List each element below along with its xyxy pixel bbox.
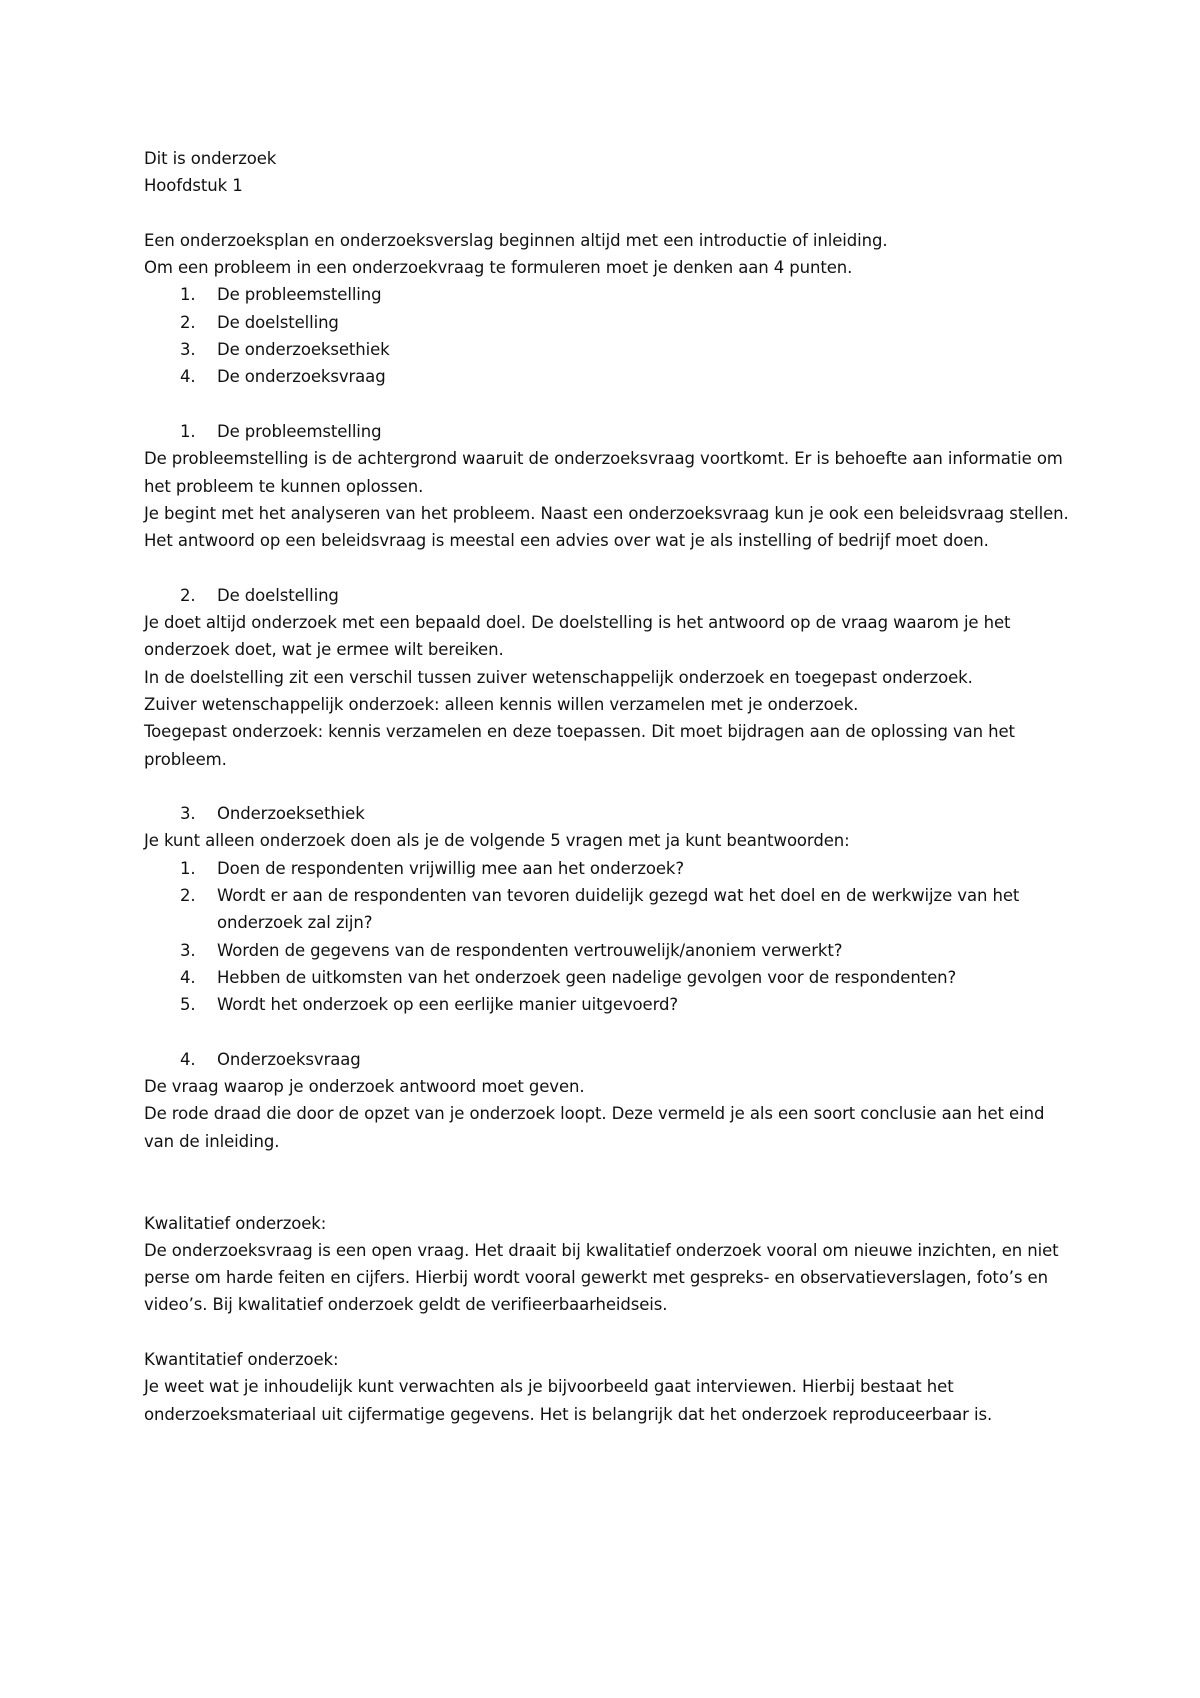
list-item <box>144 937 1074 964</box>
spacer <box>144 554 1074 581</box>
list-number: 4. <box>180 967 196 987</box>
paragraph: De probleemstelling is de achtergrond waaruit de onderzoeksvraag voortkomt. Er is behoefte aan informatie om het probleem te kunnen oplossen. <box>144 449 1063 496</box>
document-title: Dit is onderzoek <box>144 149 277 168</box>
list-number: 3. <box>180 940 196 960</box>
section-number: 2. <box>180 585 196 605</box>
section-title: De probleemstelling <box>217 421 382 441</box>
list-number: 4. <box>180 367 196 387</box>
intro-line: Een onderzoeksplan en onderzoeksverslag beginnen altijd met een introductie of inleiding. <box>144 230 888 250</box>
spacer <box>144 773 1074 800</box>
paragraph: Toegepast onderzoek: kennis verzamelen en deze toepassen. Dit moet bijdragen aan de oplossing van het probleem. <box>144 722 1015 769</box>
list-number: 5. <box>180 995 196 1015</box>
intro-line: Om een probleem in een onderzoekvraag te formuleren moet je denken aan 4 punten. <box>144 258 853 278</box>
spacer <box>144 391 1074 418</box>
list-item <box>144 363 1074 390</box>
section-number: 3. <box>180 804 196 824</box>
points-list <box>144 281 1074 390</box>
kwantitatief-heading: Kwantitatief onderzoek: <box>144 1350 339 1370</box>
list-item <box>144 309 1074 336</box>
list-item-text: De onderzoeksvraag <box>217 367 386 387</box>
list-item-text: Worden de gegevens van de respondenten vertrouwelijk/anoniem verwerkt? <box>217 940 843 960</box>
list-item <box>144 991 1074 1018</box>
list-item-text: Wordt er aan de respondenten van tevoren duidelijk gezegd wat het doel en de werkwijze van het onderzoek zal zijn? <box>217 886 1020 933</box>
chapter-heading: Hoofdstuk 1 <box>144 176 243 196</box>
paragraph: De vraag waarop je onderzoek antwoord moet geven. <box>144 1077 585 1097</box>
list-item-text: Doen de respondenten vrijwillig mee aan het onderzoek? <box>217 858 685 878</box>
kwalitatief-heading: Kwalitatief onderzoek: <box>144 1213 327 1233</box>
spacer <box>144 200 1074 227</box>
list-number: 1. <box>180 285 196 305</box>
list-item-text: Wordt het onderzoek op een eerlijke manier uitgevoerd? <box>217 995 679 1015</box>
list-number: 2. <box>180 312 196 332</box>
section-heading <box>144 582 1074 609</box>
list-item <box>144 281 1074 308</box>
list-item <box>144 964 1074 991</box>
list-item <box>144 336 1074 363</box>
list-number: 3. <box>180 340 196 360</box>
section-heading <box>144 800 1074 827</box>
section-heading <box>144 1046 1074 1073</box>
spacer <box>144 1019 1074 1046</box>
list-item-text: De onderzoeksethiek <box>217 340 390 360</box>
list-item-text: De probleemstelling <box>217 285 382 305</box>
list-number: 2. <box>180 886 196 906</box>
paragraph: De rode draad die door de opzet van je onderzoek loopt. Deze vermeld je als een soort conclusie aan het eind van de inleiding. <box>144 1104 1045 1151</box>
paragraph: Je begint met het analyseren van het probleem. Naast een onderzoeksvraag kun je ook een beleidsvraag stellen. Het antwoord op een beleidsvraag is meestal een advies over wat je als instelling of bedrijf moet doen. <box>144 503 1069 551</box>
spacer <box>144 1319 1074 1346</box>
paragraph: In de doelstelling zit een verschil tussen zuiver wetenschappelijk onderzoek en toegepast onderzoek. <box>144 667 973 687</box>
paragraph: Je weet wat je inhoudelijk kunt verwachten als je bijvoorbeeld gaat interviewen. Hierbij bestaat het onderzoeksmateriaal uit cijfermatige gegevens. Het is belangrijk dat het onderzoek reproduceerbaar is. <box>144 1377 993 1424</box>
document-body <box>144 145 1074 1428</box>
list-item-text: De doelstelling <box>217 312 339 332</box>
list-number: 1. <box>180 858 196 878</box>
section-heading <box>144 418 1074 445</box>
paragraph: Zuiver wetenschappelijk onderzoek: alleen kennis willen verzamelen met je onderzoek. <box>144 694 859 714</box>
section-title: De doelstelling <box>217 585 339 605</box>
paragraph: Je kunt alleen onderzoek doen als je de volgende 5 vragen met ja kunt beantwoorden: <box>144 831 850 851</box>
paragraph: De onderzoeksvraag is een open vraag. Het draait bij kwalitatief onderzoek vooral om nieuwe inzichten, en niet perse om harde feiten en cijfers. Hierbij wordt vooral gewerkt met gespreks- en observatieverslagen, foto’s en video’s. Bij kwalitatief onderzoek geldt de verifieerbaarheidseis. <box>144 1240 1059 1315</box>
section-number: 1. <box>180 421 196 441</box>
spacer <box>144 1155 1074 1210</box>
section-title: Onderzoeksvraag <box>217 1049 361 1069</box>
paragraph: Je doet altijd onderzoek met een bepaald doel. De doelstelling is het antwoord op de vraag waarom je het onderzoek doet, wat je ermee wilt bereiken. <box>144 613 1011 660</box>
list-item <box>144 882 1074 937</box>
section-number: 4. <box>180 1049 196 1069</box>
ethics-questions-list <box>144 855 1074 1019</box>
section-title: Onderzoeksethiek <box>217 804 365 824</box>
list-item <box>144 855 1074 882</box>
list-item-text: Hebben de uitkomsten van het onderzoek geen nadelige gevolgen voor de respondenten? <box>217 967 957 987</box>
